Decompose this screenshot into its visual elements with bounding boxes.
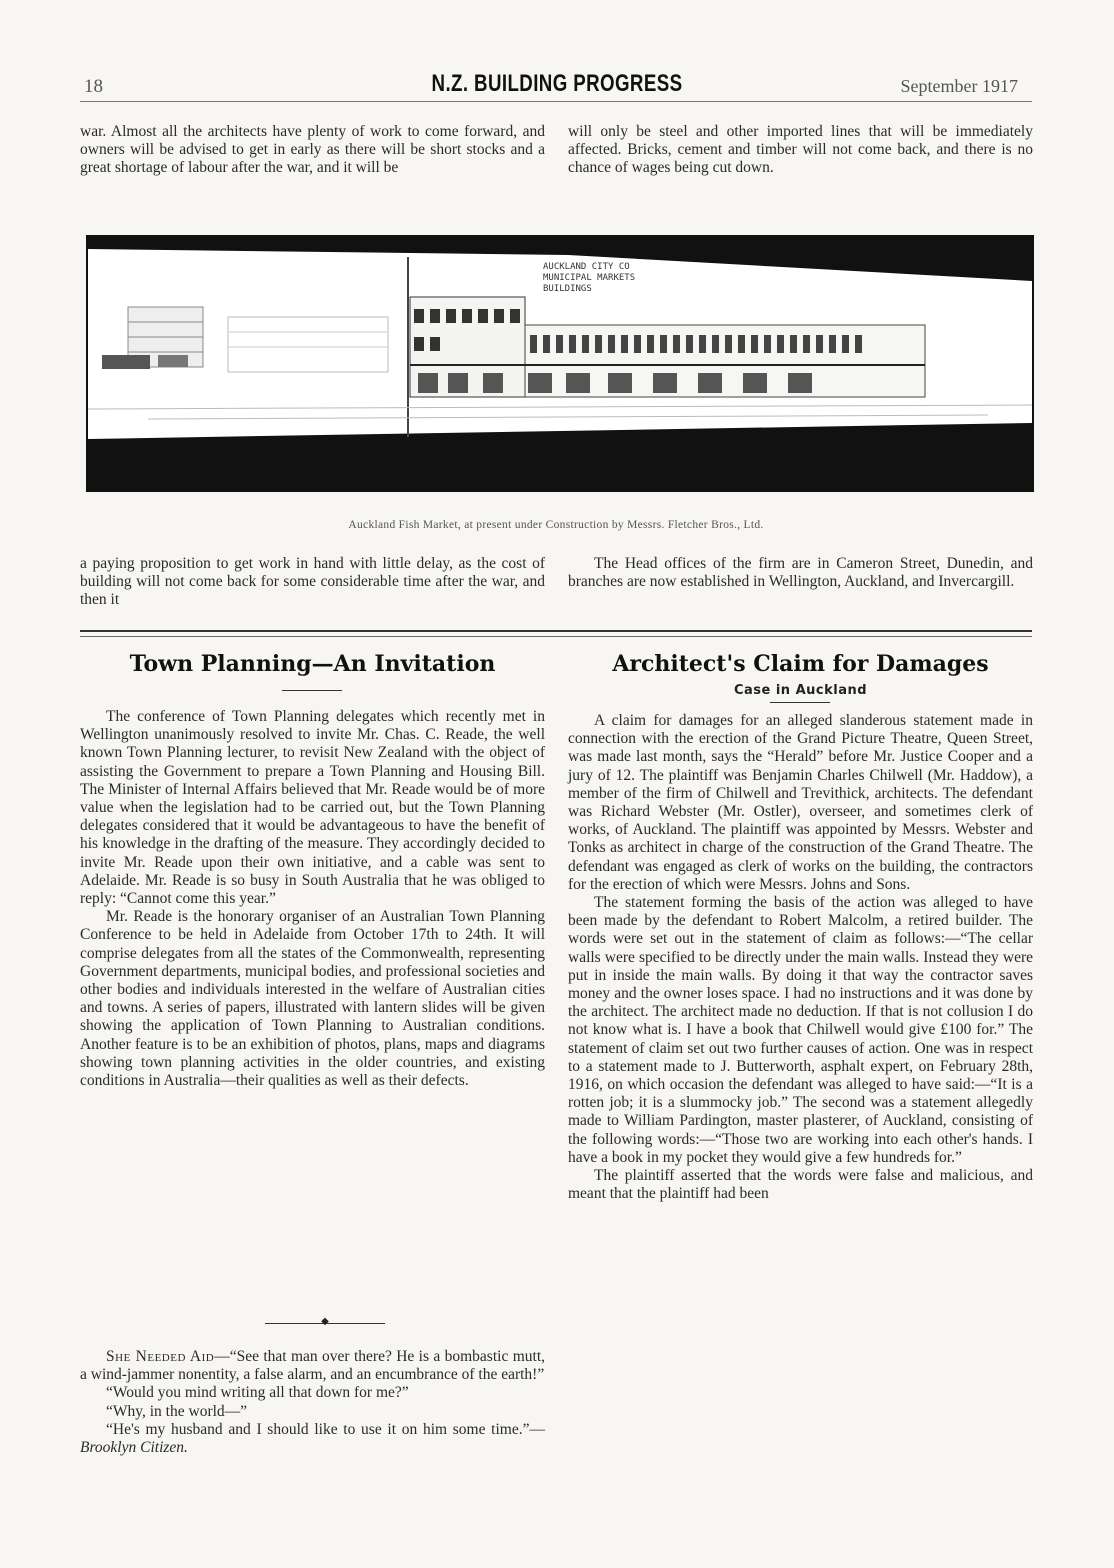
sign-line-1: AUCKLAND CITY CO bbox=[543, 262, 630, 272]
page-header bbox=[0, 70, 1114, 102]
section-rule-thick bbox=[80, 630, 1032, 632]
town-planning-paragraph-2: Mr. Reade is the honorary organiser of an Australian Town Planning Conference to be held in Adelaide from October 17th to 24th. It will comprise delegates from all the states of the Commonwealth, representing Government departments, municipal bodies, and professional societies and other bodies and individuals interested in the welfare of Australian cities and towns. A series of papers, illustrated with lantern slides will be given showing the application of Town Planning to Australian conditions. Another feature is to be an exhibition of photos, plans, maps and diagrams showing town planning activities in the older countries, and existing conditions in Australia—their qualities as well as their defects. bbox=[80, 908, 545, 1090]
masthead: N.Z. BUILDING PROGRESS bbox=[431, 70, 683, 97]
after-figure-right-text: The Head offices of the firm are in Cameron Street, Dunedin, and branches are now established in Wellington, Auckland, and Invercargill. bbox=[568, 555, 1033, 591]
after-figure-left-text: a paying proposition to get work in hand with little delay, as the cost of building will not come back for some considerable time after the war, and then it bbox=[80, 555, 545, 609]
joke-line-4-text: “He's my husband and I should like to use it on him some time.”— bbox=[106, 1420, 545, 1438]
town-planning-body bbox=[80, 708, 545, 1090]
architect-rule bbox=[770, 702, 830, 703]
section-rule-thin bbox=[80, 636, 1032, 637]
header-rule bbox=[80, 101, 1032, 102]
page-number: 18 bbox=[84, 76, 103, 97]
joke-lead: She Needed Aid bbox=[106, 1348, 215, 1365]
joke-line-4 bbox=[80, 1421, 545, 1457]
after-figure-left-column bbox=[80, 555, 545, 610]
joke-line-2: “Would you mind writing all that down for me?” bbox=[106, 1384, 409, 1402]
issue-date: September 1917 bbox=[900, 76, 1018, 96]
joke-line-3: “Why, in the world—” bbox=[106, 1402, 248, 1420]
left-windows bbox=[102, 355, 188, 369]
intro-left-column bbox=[80, 123, 545, 178]
divider-diamond-icon: ◆ bbox=[321, 1316, 329, 1327]
joke-line-1 bbox=[80, 1348, 545, 1384]
architect-headline: Architect's Claim for Damages bbox=[612, 651, 989, 677]
intro-right-text: will only be steel and other imported lines that will be immediately affected. Bricks, cement and timber will not come back, and there is no chance of wages being cut down. bbox=[568, 123, 1033, 177]
figure-caption: Auckland Fish Market, at present under Construction by Messrs. Fletcher Bros., Ltd. bbox=[348, 519, 764, 531]
joke-article bbox=[80, 1348, 545, 1457]
town-planning-paragraph-1: The conference of Town Planning delegates which recently met in Wellington unanimously resolved to invite Mr. Chas. C. Reade, the well known Town Planning lecturer, to revisit New Zealand with the object of assisting the Government to prepare a Town Planning and Housing Bill. The Minister of Internal Affairs believed that Mr. Reade would be of more value when the legislation had to be carried out, but the Town Planning delegates considered that it would be advantageous to have the benefit of his knowledge in the drafting of the measure. They accordingly decided to invite Mr. Reade upon their own initiative, and a cable was sent to Adelaide. Mr. Reade is so busy in South Australia that he was obliged to reply: “Cannot come this year.” bbox=[80, 708, 545, 908]
intro-right-column bbox=[568, 123, 1033, 178]
joke-first-text: —“See that man over there? He is a bombastic mutt, a wind-jammer nonentity, a false alarm, and an encumbrance of the earth!” bbox=[80, 1348, 546, 1384]
fish-market-drawing bbox=[88, 237, 1032, 490]
sign-line-2: MUNICIPAL MARKETS bbox=[543, 273, 636, 283]
sign-line-3: BUILDINGS bbox=[543, 284, 592, 294]
joke-source: Brooklyn Citizen. bbox=[80, 1439, 188, 1457]
after-figure-right-column bbox=[568, 555, 1033, 591]
architect-paragraph-3: The plaintiff asserted that the words were false and malicious, and meant that the plaintiff had been bbox=[568, 1167, 1033, 1203]
fish-market-photo bbox=[86, 235, 1034, 492]
intro-left-text: war. Almost all the architects have plenty of work to come forward, and owners will be advised to get in early as there will be short stocks and a great shortage of labour after the war, and it will be bbox=[80, 123, 545, 177]
architect-subhead: Case in Auckland bbox=[733, 683, 868, 698]
architect-body bbox=[568, 712, 1033, 1203]
town-planning-headline: Town Planning—An Invitation bbox=[129, 651, 496, 677]
architect-paragraph-1: A claim for damages for an alleged slanderous statement made in connection with the erection of the Grand Picture Theatre, Queen Street, was made last month, says the “Herald” before Mr. Justice Cooper and a jury of 12. The plaintiff was Benjamin Charles Chilwell (Mr. Haddow), a member of the firm of Chilwell and Trevithick, architects. The defendant was Richard Webster (Mr. Ostler), overseer, and sometimes clerk of works, of Auckland. The plaintiff was appointed by Messrs. Webster and Tonks as architect in charge of the construction of the Grand Theatre. The defendant was engaged as clerk of works on the building, the contractors for the erection of which were Messrs. Johns and Sons. bbox=[568, 712, 1033, 893]
town-planning-rule bbox=[282, 690, 342, 691]
architect-paragraph-2: The statement forming the basis of the action was alleged to have been made by the defendant to Robert Malcolm, a retired builder. The words were set out in the statement of claim as follows:—“The cellar walls were specified to be directly under the main walls. Instead they were put in inside the main walls. By doing it that way the contractor saves money and the owner loses space. I had no instructions and it was done by the architect. The architect made no deduction. If that is not collusion I do not know what is. I have a book that Chilwell would give £100 for.” The statement of claim set out two further causes of action. One was in respect to a statement made to J. Butterworth, asphalt expert, on February 28th, 1916, on which occasion the defendant was alleged to have said:—“It is a rotten job; it is a slummocky job.” The second was a statement allegedly made to William Pardington, master plasterer, of Auckland, consisting of the following words:—“Those two are working into each other's hands. I have a book in my pocket they would give a few hundreds for.” bbox=[568, 894, 1033, 1166]
